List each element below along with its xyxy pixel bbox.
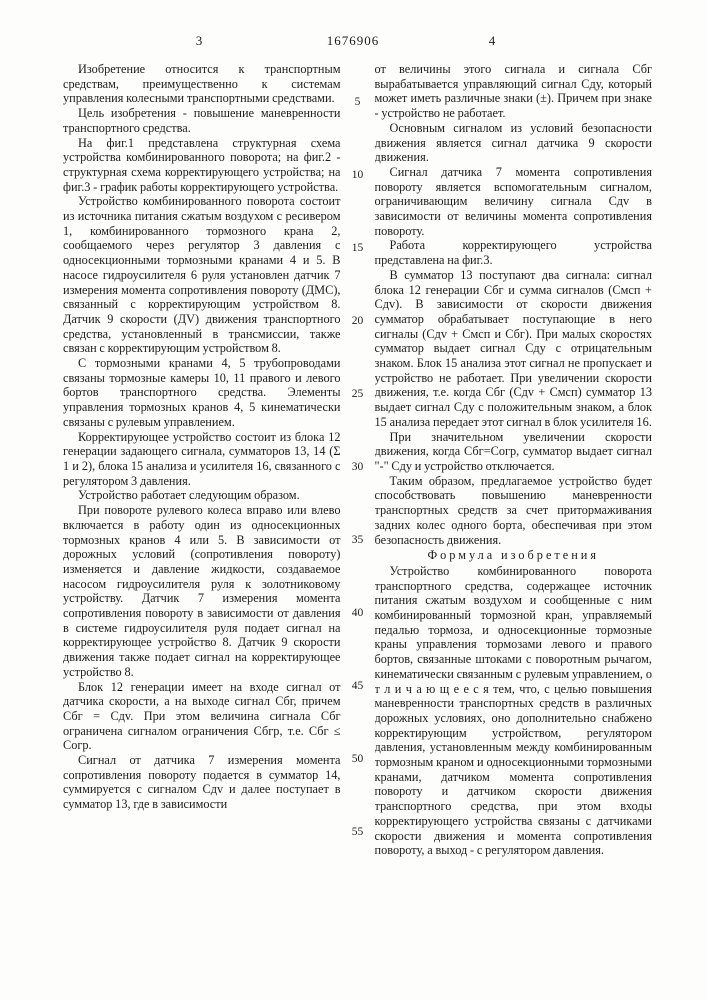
left-column [63,62,341,950]
paragraph: Сигнал от датчика 7 измерения момента сопротивления повороту подается в сумматор 14, суммируется с сигналом Сдv и далее поступает в сумматор 13, где в зависимости [63,753,341,812]
line-number: 55 [351,826,364,838]
patent-number: 1676906 [326,33,380,48]
line-number: 20 [351,315,364,327]
paragraph: На фиг.1 представлена структурная схема устройства комбинированного поворота; на фиг.2 - структурная схема корректирующего устройства; на фиг.3 - график работы корректирующего устройства. [63,135,341,194]
paragraph: Устройство комбинированного поворота состоит из источника питания сжатым воздухом с ресивером 1, комбинированного тормозного крана 2, сообщаемого через регулятор 3 давления с односекционными тормозными кранами 4 и 5. В насосе гидроусилителя 6 руля установлен датчик 7 измерения момента сопротивления повороту (ДМС), связанный с корректирующим устройством 8. Датчик 9 скорости (ДV) движения транспортного средства, установленный в трансмиссии, также связан с корректирующим устройством 8. [63,194,341,356]
paragraph: Блок 12 генерации имеет на входе сигнал от датчика скорости, а на выходе сигнал Сбг, причем Сбг = Сдv. При этом величина сигнала Сбг ограничена сигналом ограничения Сбгр, т.е. Сбг ≤ Согр. [63,679,341,753]
paragraph: В сумматор 13 поступают два сигнала: сигнал блока 12 генерации Сбг и сумма сигналов (Смсп + Сдv). В зависимости от скорости движения сумматор обрабатывает поступающие в него сигналы (Сдv + Смсп и Сбг). При малых скоростях сумматор выдает сигнал Сду с отрицательным знаком. Блок 15 анализа этот сигнал не пропускает и устройство не работает. При увеличении скорости движения, т.е. когда Сбг (Сдv + Смсп) сумматор 13 выдает сигнал Сду с положительным знаком, а блок 15 анализа передает этот сигнал в блок усилителя 16. [374,267,652,429]
paragraph: Основным сигналом из условий безопасности движения является сигнал датчика 9 скорости движения. [374,120,652,165]
line-number: 10 [351,169,364,181]
paragraph: Работа корректирующего устройства представлена на фиг.3. [374,238,652,268]
formula-heading: Формула изобретения [427,548,600,563]
paragraph: При повороте рулевого колеса вправо или влево включается в работу один из односекционных тормозных кранов 4 или 5. В зависимости от дорожных условий (сопротивления повороту) изменяется и давление жидкости, создаваемое насосом гидроусилителя руля к золотниковому устройству. Датчик 7 измерения момента сопротивления повороту в зависимости от давления в системе гидроусилителя руля подает сигнал на корректирующее устройство 8. Датчик 9 скорости движения также подает сигнал на корректирующее устройство 8. [63,503,341,679]
line-number: 50 [351,753,364,765]
line-number: 5 [354,96,361,108]
paragraph: Изобретение относится к транспортным средствам, преимущественно к системам управления колесными транспортными средствами. [63,62,341,106]
line-number: 25 [351,388,364,400]
line-number: 30 [351,461,364,473]
line-number: 15 [351,242,364,254]
paragraph: Сигнал датчика 7 момента сопротивления повороту является вспомогательным сигналом, ограничивающим величину сигнала Сдv в зависимости от величины момента сопротивления повороту. [374,164,652,238]
page-content [63,62,652,950]
line-number: 40 [351,607,364,619]
paragraph: С тормозными кранами 4, 5 трубопроводами связаны тормозные камеры 10, 11 правого и левого бортов транспортного средства. Элементы управления тормозных кранов 4, 5 кинематически связаны с рулевым управлением. [63,356,341,429]
right-page-number: 4 [488,33,496,48]
line-number: 35 [351,534,364,546]
paragraph: Корректирующее устройство состоит из блока 12 генерации задающего сигнала, сумматоров 13, 14 (Σ 1 и 2), блока 15 анализа и усилителя 16, связанного с регулятором 3 давления. [63,429,341,488]
paragraph: Цель изобретения - повышение маневренности транспортного средства. [63,106,341,135]
paragraph: от величины этого сигнала и сигнала Сбг вырабатывается управляющий сигнал Сду, который может иметь различные знаки (±). Причем при знаке - устройство не работает. [374,62,652,121]
right-column [375,62,653,950]
line-number-gutter [341,62,375,950]
left-page-number: 3 [195,33,203,48]
formula-paragraph: Устройство комбинированного поворота транспортного средства, содержащее источник питания сжатым воздухом и сообщенные с ним комбинированный тормозной кран, управляемый педалью тормоза, и односекционные тормозные краны управления тормозами левого и правого бортов, связанные штоками с поворотным рычагом, кинематически связанным с рулевым управлением, о т л и ч а ю щ е е с я тем, что, с целью повышения маневренности транспортных средств в различных дорожных условиях, оно дополнительно снабжено корректирующим устройством, регулятором давления, установленным между комбинированным тормозным краном и односекционными тормозными кранами, датчиком момента сопротивления повороту и датчиком скорости движения транспортного средства, при этом входы корректирующего устройства связаны с датчиками скорости движения и момента сопротивления повороту, а выход - с регулятором давления. [374,563,652,858]
paragraph: При значительном увеличении скорости движения, когда Сбг=Согр, сумматор выдает сигнал "-" Сду и устройство отключается. [374,429,652,473]
paragraph: Устройство работает следующим образом. [78,488,300,503]
line-number: 45 [351,680,364,692]
paragraph: Таким образом, предлагаемое устройство будет способствовать повышению маневренности транспортных средств за счет притормаживания задних колес одного борта, обеспечивая при этом безопасность движения. [374,473,652,547]
